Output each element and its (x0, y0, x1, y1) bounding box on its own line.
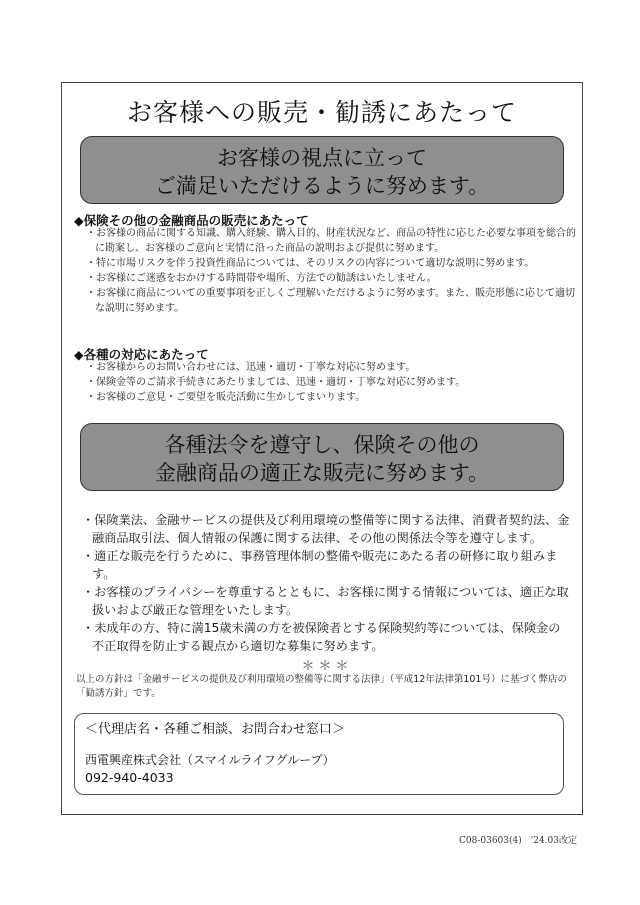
policy-frame (61, 82, 583, 815)
list-item: ・特に市場リスクを伴う投資性商品については、そのリスクの内容について適切な説明に努めます。 (86, 258, 535, 269)
list-item: ・お客様からのお問い合わせには、迅速・適切・丁寧な対応に努めます。 (86, 362, 416, 373)
compliance-list (82, 511, 572, 655)
banner-line: 金融商品の適正な販売に努めます。 (154, 461, 490, 485)
list-item: ・未成年の方、特に満15歳未満の方を被保険者とする保険契約等については、保険金の不正取得を防止する観点から適切な募集に努めます。 (82, 621, 561, 653)
response-policy-list (86, 360, 576, 405)
phone-number: 092-940-4033 (85, 770, 174, 785)
page-title: お客様への販売・勧誘にあたって (126, 98, 517, 127)
agency-name: 西電興産株式会社（スマイルライフグループ） (85, 753, 335, 767)
section-heading-response: ◆各種の対応にあたって (74, 347, 209, 362)
banner-compliance (80, 423, 564, 491)
list-item: ・お客様にご迷惑をおかけする時間帯や場所、方法での勧誘はいたしません。 (86, 273, 437, 284)
banner-line: 各種法令を遵守し、保険その他の (164, 433, 480, 457)
document-code: C08-03603(4) '24.03改定 (459, 836, 577, 846)
list-item: ・適正な販売を行うために、事務管理体制の整備や販売にあたる者の研修に取り組みます。 (82, 549, 558, 581)
contact-box (74, 713, 564, 795)
banner-line: ご満足いただけるように努めます。 (154, 174, 490, 198)
sales-policy-list (86, 226, 576, 316)
banner-customer-perspective (80, 136, 564, 204)
contact-heading: ＜代理店名・各種ご相談、お問合わせ窓口＞ (85, 722, 346, 737)
list-item: ・保険金等のご請求手続きにあたりましては、迅速・適切・丁寧な対応に努めます。 (86, 377, 466, 388)
section-divider-stars: ＊＊＊ (301, 659, 353, 674)
list-item: ・お客様に商品についての重要事項を正しくご理解いただけるように努めます。また、販売形態に応じて適切な説明に努めます。 (86, 288, 575, 314)
policy-basis-note: 以上の方針は「金融サービスの提供及び利用環境の整備等に関する法律」（平成12年法律第101号）に基づく弊店の「勧誘方針」です。 (76, 674, 567, 699)
list-item: ・お客様のご意見・ご要望を販売活動に生かしてまいります。 (86, 392, 366, 403)
banner-line: お客様の視点に立って (217, 146, 427, 170)
list-item: ・お客様のプライバシーを尊重するとともに、お客様に関する情報については、適正な取扱いおよび厳正な管理をいたします。 (82, 585, 569, 617)
list-item: ・保険業法、金融サービスの提供及び利用環境の整備等に関する法律、消費者契約法、金融商品取引法、個人情報の保護に関する法律、その他の関係法令等を遵守します。 (82, 513, 570, 545)
list-item: ・お客様の商品に関する知識、購入経験、購入目的、財産状況など、商品の特性に応じた必要な事項を総合的に勘案し、お客様のご意向と実情に沿った商品の説明および提供に努めます。 (86, 228, 576, 254)
section-heading-sales: ◆保険その他の金融商品の販売にあたって (74, 213, 309, 228)
